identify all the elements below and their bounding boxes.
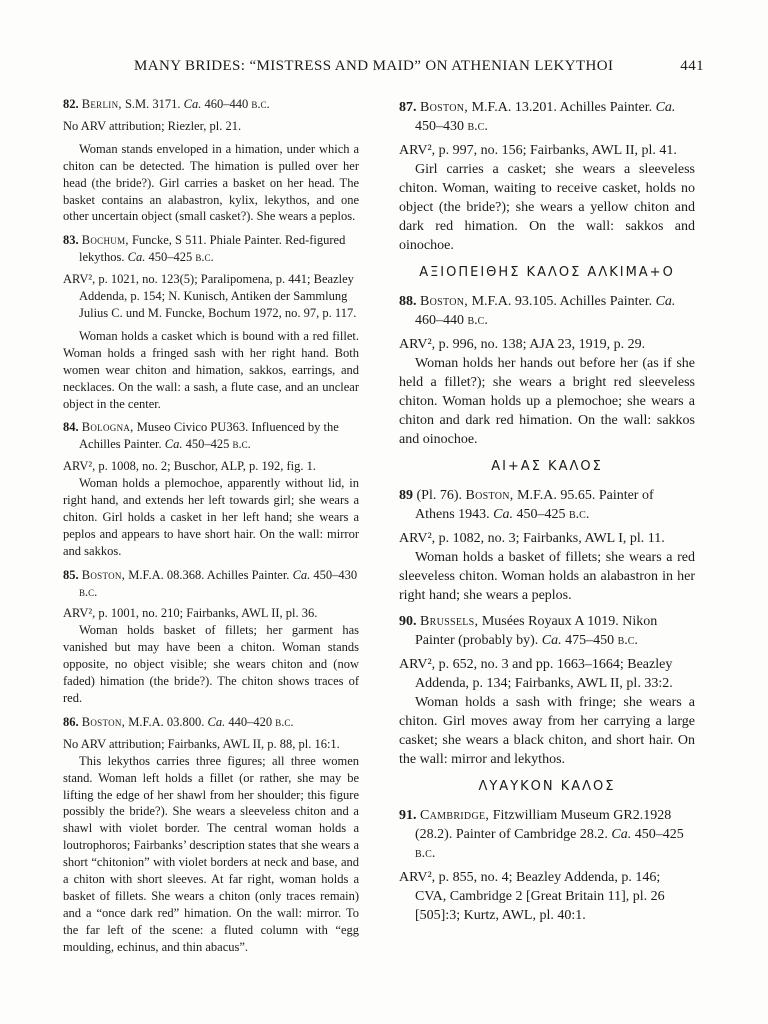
entry-description: Girl carries a casket; she wears a sleeveless chiton. Woman, waiting to receive casket, holds no object (the bride?); she wears a yellow chiton and dark red himation. On the wall: sakkos and oinochoe. [399,162,695,253]
entry-description: Woman holds a plemochoe, apparently without lid, in right hand, and extends her left towards girl; she wears a chiton. Girl holds a casket in her left hand; she wears a peplos and appears to have short hair. On the wall: mirror and sakkos. [63,476,359,558]
left-column [63,96,359,963]
entry-description: Woman holds a basket of fillets; she wears a red sleeveless chiton. Woman holds an alabastron in her right hand; she wears a peplos. [399,550,695,603]
entry-heading: 86. Boston, M.F.A. 03.800. Ca. 440–420 b.c. [63,714,294,729]
catalogue-entry-88 [399,292,695,476]
catalogue-entry-89 [399,486,695,605]
entry-reference: ARV², p. 997, no. 156; Fairbanks, AWL II, pl. 41. [399,143,677,158]
entry-reference: ARV², p. 652, no. 3 and pp. 1663–1664; Beazley Addenda, p. 134; Fairbanks, AWL II, pl. 33:2. [399,657,673,691]
entry-heading: 85. Boston, M.F.A. 08.368. Achilles Painter. Ca. 450–430 b.c. [63,567,358,599]
entry-reference: ARV², p. 996, no. 138; AJA 23, 1919, p. 29. [399,337,646,352]
entry-reference: ARV², p. 855, no. 4; Beazley Addenda, p. 146; CVA, Cambridge 2 [Great Britain 11], pl. 26 [505]:3; Kurtz, AWL, pl. 40:1. [399,870,665,923]
entry-description: Woman stands enveloped in a himation, under which a chiton can be detected. The himation is pulled over her head (the bride?). Girl carries a basket on her head. The basket contains an alabastron, kylix, lekythos, and one other uncertain object (small casket?). She wears a peplos. [63,141,359,224]
vase-inscription: ΑΞΙΟΠΕΙΘΗΣ ΚΑΛΟΣ ΑΛΚΙΜΑ+Ο [419,265,675,280]
entry-description: This lekythos carries three figures; all three women stand. Woman left holds a fillet (or rather, she may be lifting the edge of her shawl from her shoulder; this figure possibly the bride?). She wears a sleeveless chiton and a shawl with violet border. The central woman holds a loutrophoros; Fairbanks’ description states that she wears a short “chitonion” with violet borders at neck and base, and a chiton with short sleeves. At far right, woman holds a basket of fillets. She wears a chiton (only traces remain) and a “once dark red” himation. On the wall: mirror. To the far left of the scene: a fluted column with “egg moulding, echinus, and thin abacus”. [63,753,359,954]
catalogue-entry-87 [399,98,695,282]
catalogue-entry-85 [63,567,359,707]
catalogue-entry-90 [399,612,695,796]
vase-inscription: ΑΙ+ΑΣ ΚΑΛΟΣ [491,459,603,474]
catalogue-entry-83 [63,232,359,412]
entry-heading: 82. Berlin, S.M. 3171. Ca. 460–440 b.c. [63,97,270,111]
entry-heading: 84. Bologna, Museo Civico PU363. Influenced by the Achilles Painter. Ca. 450–425 b.c. [63,420,339,452]
entry-reference: ARV², p. 1082, no. 3; Fairbanks, AWL I, pl. 11. [399,531,665,546]
catalogue-entry-82 [63,96,359,225]
vase-inscription: ΛΥΑΥΚΟΝ ΚΑΛΟΣ [478,779,616,794]
entry-reference: No ARV attribution; Riezler, pl. 21. [63,118,242,133]
entry-heading: 90. Brussels, Musées Royaux A 1019. Nikon Painter (probably by). Ca. 475–450 b.c. [399,614,658,648]
entry-description: Woman holds her hands out before her (as if she held a fillet?); she wears a bright red sleeveless chiton. Woman holds up a plemochoe; she wears a chiton and dark red himation. On the wall: sakkos and oinochoe. [399,356,695,447]
page-number: 441 [680,58,704,74]
entry-reference: ARV², p. 1021, no. 123(5); Paralipomena, p. 441; Beazley Addenda, p. 154; N. Kunisch, Antiken der Sammlung Julius C. und M. Funcke, Bochum 1972, no. 97, p. 117. [63,272,357,320]
entry-reference: ARV², p. 1008, no. 2; Buschor, ALP, p. 192, fig. 1. [63,459,316,474]
entry-description: Woman holds a casket which is bound with a red fillet. Woman holds a fringed sash with her right hand. Both women wear chiton and himation, sakkos, earrings, and necklaces. On the wall: a sash, a flute case, and an unclear object in the center. [63,328,359,411]
running-title: MANY BRIDES: “MISTRESS AND MAID” ON ATHENIAN LEKYTHOI [134,58,614,74]
entry-reference: No ARV attribution; Fairbanks, AWL II, p. 88, pl. 16:1. [63,736,340,751]
catalogue-entry-86 [63,714,359,956]
entry-heading: 88. Boston, M.F.A. 93.105. Achilles Painter. Ca. 460–440 b.c. [399,294,676,328]
right-column [399,98,695,932]
entry-heading: 87. Boston, M.F.A. 13.201. Achilles Painter. Ca. 450–430 b.c. [399,100,676,134]
running-header [104,58,704,82]
entry-heading: 91. Cambridge, Fitzwilliam Museum GR2.1928 (28.2). Painter of Cambridge 28.2. Ca. 450–425 b.c. [399,808,684,861]
entry-description: Woman holds basket of fillets; her garment has vanished but may have been a chiton. Woman stands opposite, no object visible; she wears chiton and (now faded) himation (the bride?). The chiton shows traces of red. [63,623,359,705]
catalogue-entry-84 [63,419,359,559]
entry-description: Woman holds a sash with fringe; she wears a chiton. Girl moves away from her carrying a large casket; she wears a black chiton, and short hair. On the wall: mirror and lekythos. [399,695,695,767]
entry-reference: ARV², p. 1001, no. 210; Fairbanks, AWL II, pl. 36. [63,606,318,621]
entry-heading: 89 (Pl. 76). Boston, M.F.A. 95.65. Painter of Athens 1943. Ca. 450–425 b.c. [399,488,654,522]
entry-heading: 83. Bochum, Funcke, S 511. Phiale Painter. Red-figured lekythos. Ca. 450–425 b.c. [63,233,346,265]
catalogue-entry-91 [399,806,695,925]
